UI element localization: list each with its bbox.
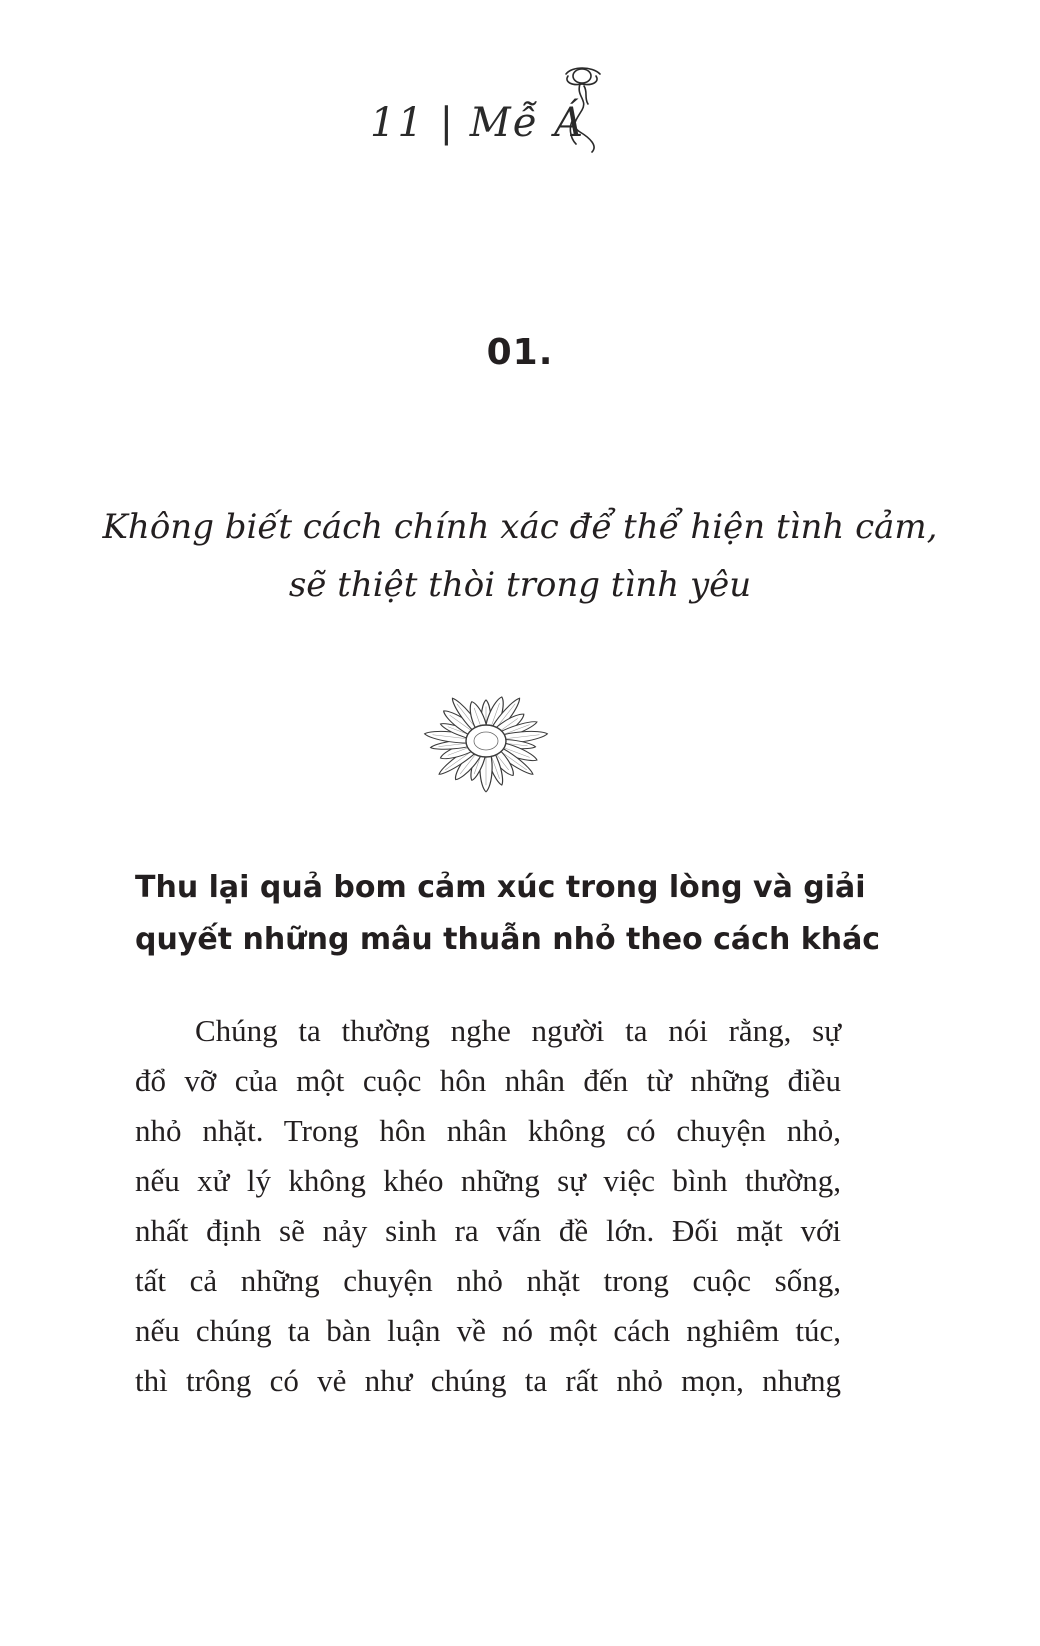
body-line: nếu chúng ta bàn luận về nó một cách nghiêm túc,: [135, 1313, 841, 1348]
body-line: đổ vỡ của một cuộc hôn nhân đến từ những điều: [135, 1063, 841, 1098]
chapter-title: [100, 498, 940, 614]
woman-figure-icon: [558, 62, 608, 154]
section-heading-line: quyết những mâu thuẫn nhỏ theo cách khác: [135, 922, 881, 957]
header-chapter-label: 11 | Mễ Á: [370, 100, 585, 146]
running-header: [370, 62, 620, 158]
body-line: Chúng ta thường nghe người ta nói rằng, sự: [195, 1013, 841, 1048]
chapter-number: 01.: [486, 332, 554, 373]
chapter-title-line: Không biết cách chính xác để thể hiện tình cảm,: [102, 507, 938, 547]
section-heading-line: Thu lại quả bom cảm xúc trong lòng và giải: [135, 870, 866, 905]
section-heading: [135, 862, 881, 966]
daisy-flower-icon: [412, 663, 564, 808]
body-line: nhất định sẽ nảy sinh ra vấn đề lớn. Đối mặt với: [135, 1213, 841, 1248]
body-paragraph: [135, 1006, 841, 1406]
chapter-title-line: sẽ thiệt thòi trong tình yêu: [288, 565, 752, 605]
body-line: nếu xử lý không khéo những sự việc bình thường,: [135, 1163, 841, 1198]
body-line: tất cả những chuyện nhỏ nhặt trong cuộc sống,: [135, 1263, 841, 1298]
body-line: thì trông có vẻ như chúng ta rất nhỏ mọn, nhưng: [135, 1363, 841, 1398]
body-line: nhỏ nhặt. Trong hôn nhân không có chuyện nhỏ,: [135, 1113, 841, 1148]
